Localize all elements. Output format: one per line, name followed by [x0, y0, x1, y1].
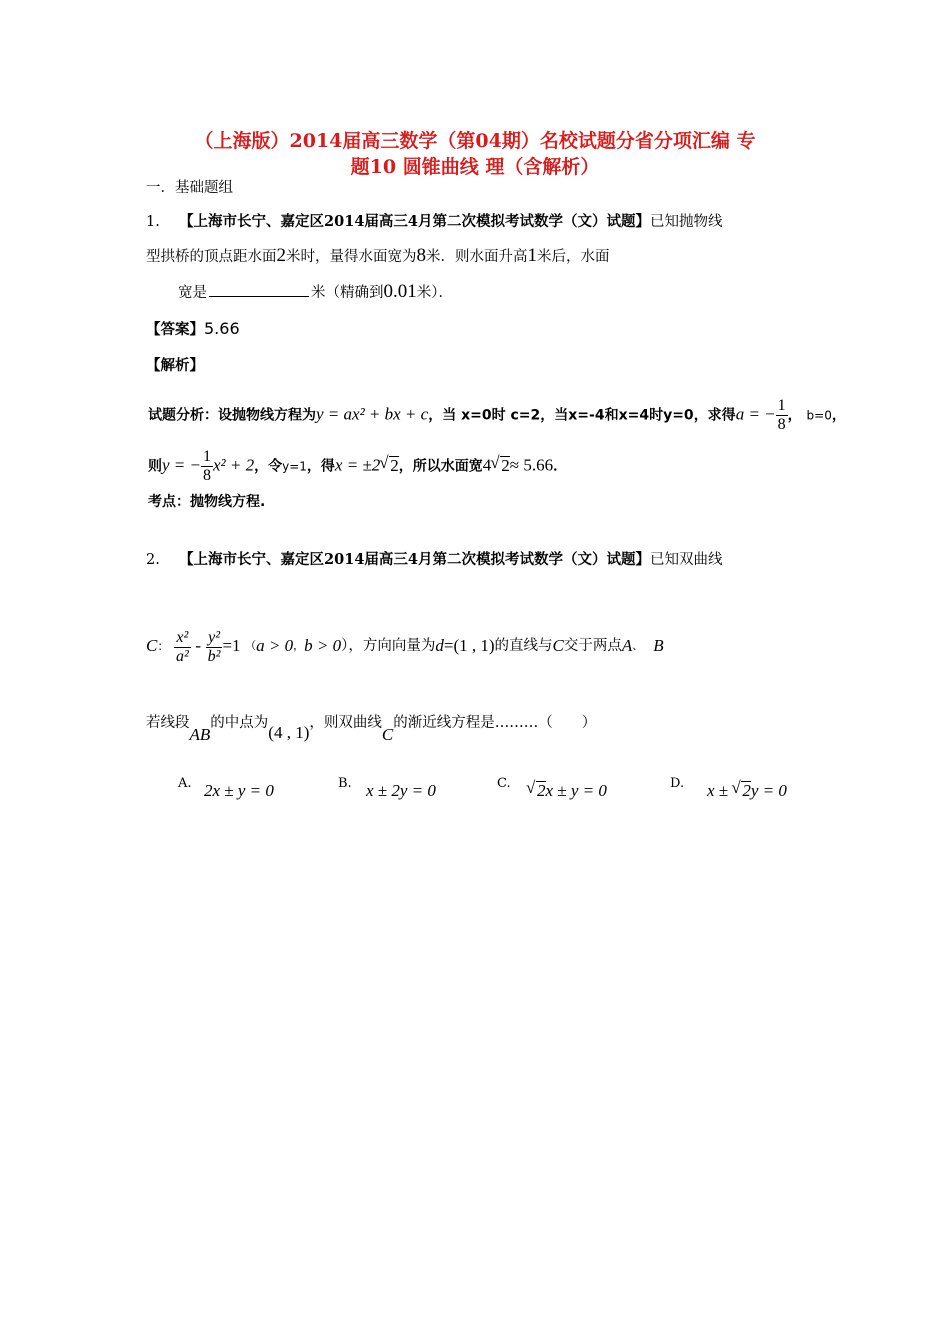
q1-stem-b3: 米．则水面升高 [426, 249, 528, 265]
option-A-label: A. [178, 776, 192, 791]
q1-answer-line [146, 319, 240, 340]
q1-line2 [146, 246, 610, 267]
option-D-pre: x ± [707, 781, 733, 800]
analysis-2a: 则 [148, 458, 162, 475]
frac-y2: y² [206, 629, 223, 648]
vector-d: d [435, 636, 444, 655]
q1-stem-c2: 米（精确到 [311, 285, 384, 301]
frac-b2: b² [207, 647, 221, 665]
q2-text-line: 的直线与 [494, 638, 553, 654]
eq-y-rest: x² + 2 [213, 455, 255, 475]
segment-AB: AB [189, 725, 211, 744]
analysis-1b: ，当 [428, 407, 457, 424]
q1-stem-b2: 米时，量得水面宽为 [286, 249, 417, 265]
analysis-1i: ， [831, 407, 846, 424]
eq-one: =1 [222, 636, 241, 655]
q1-number: 1. [146, 214, 160, 230]
q1-value-rise: 1 [527, 245, 537, 266]
q2-text-asymptote: 的渐近线方程是………（ ） [393, 715, 597, 731]
hyperbola-C: C [146, 636, 158, 655]
q1-value-precision: 0.01 [383, 281, 417, 302]
analysis-1a: 试题分析：设抛物线方程为 [148, 407, 316, 424]
analysis-1c: 时 [491, 407, 506, 424]
section-heading: 一．基础题组 [146, 180, 233, 196]
eq-y: y = − [162, 455, 201, 475]
q1-stem-a: 已知抛物线 [650, 214, 723, 230]
cond-c2: c=2 [510, 407, 541, 424]
q2-text-intersect: 交于两点 [563, 638, 622, 654]
analysis-1f: 时 [649, 407, 664, 424]
q2-line3 [146, 708, 597, 744]
cond-x0: x=0 [461, 407, 492, 424]
q1-stem-b1: 型拱桥的顶点距水面 [146, 249, 277, 265]
option-D-sqrt: √ 2 [741, 781, 751, 799]
frac-den: 8 [203, 467, 211, 484]
frac-num: 1 [203, 448, 211, 465]
analysis-2b: ，令 [254, 458, 283, 475]
separator: 、 [632, 639, 644, 652]
point-B: B [653, 636, 664, 655]
frac-one-eighth [776, 397, 788, 434]
q2-text-hyperbola: ，则双曲线 [309, 715, 382, 731]
q2-text-direction: ），方向向量为 [341, 638, 436, 654]
cond-b0: b=0 [806, 408, 832, 423]
colon: ： [157, 639, 170, 653]
option-C-rest: x ± y = 0 [545, 781, 607, 800]
analysis-1e: 和 [604, 407, 619, 424]
option-B-label: B. [338, 776, 352, 791]
eq-x: x = ±2 [334, 455, 381, 475]
q1-line3 [178, 282, 453, 303]
vector-d-value: =(1 , 1) [443, 636, 495, 655]
frac-den: 8 [777, 416, 786, 433]
comma: ， [293, 639, 305, 652]
eq-a: a = − [735, 404, 776, 424]
cond-y1: y=1 [282, 459, 307, 474]
q2-number: 2. [146, 552, 160, 568]
sqrt-two: √ 2 [389, 456, 399, 474]
q2-line1 [146, 550, 723, 570]
cond-xm4: x=-4 [568, 407, 605, 424]
sqrt-two-2: √ 2 [500, 456, 510, 474]
q2-stem-a: 已知双曲线 [650, 552, 723, 568]
cond-b: b > 0 [304, 636, 342, 655]
kaodian: 考点：抛物线方程. [148, 494, 266, 510]
q2-text-segment: 若线段 [146, 715, 190, 731]
eq-parabola: y = ax² + bx + c [316, 404, 429, 424]
option-C-expr [527, 781, 607, 801]
q1-source: 【上海市长宁、嘉定区2014届高三4月第二次模拟考试数学（文）试题】 [179, 213, 651, 230]
q2-source: 【上海市长宁、嘉定区2014届高三4月第二次模拟考试数学（文）试题】 [179, 551, 651, 568]
q2-line2 [146, 624, 664, 669]
analysis-1d: ，当 [540, 407, 569, 424]
q1-value-height: 2 [276, 245, 286, 266]
q1-stem-c1: 宽是 [178, 285, 207, 301]
doc-title-line2: 题10 圆锥曲线 理（含解析） [350, 156, 600, 178]
midpoint-value: (4 , 1) [268, 723, 310, 742]
answer-label: 【答案】 [146, 322, 204, 338]
frac-x2-a2 [174, 629, 191, 666]
cond-a: a > 0 [256, 636, 294, 655]
q1-stem-c3: 米）． [416, 285, 453, 301]
frac-y2-b2 [206, 629, 223, 666]
option-A-expr: 2x ± y = 0 [204, 781, 274, 800]
analysis-1h: ， [787, 407, 802, 424]
q1-answer-blank [209, 282, 309, 297]
analysis-line1 [148, 397, 846, 434]
frac-a2: a² [175, 647, 189, 665]
width-approx: ≈ 5.66 [509, 455, 554, 475]
doc-title-line1: （上海版）2014届高三数学（第04期）名校试题分省分项汇编 专 [194, 130, 756, 152]
analysis-2c: ，得 [306, 458, 335, 475]
option-D-label: D. [670, 776, 685, 791]
analysis-1g: ，求得 [693, 407, 736, 424]
q1-line1 [146, 212, 723, 232]
lparen: （ [245, 639, 257, 652]
analysis-label: 【解析】 [146, 358, 204, 374]
answer-value: 5.66 [204, 319, 240, 338]
option-C-label: C. [497, 776, 511, 791]
cond-y0: y=0 [663, 407, 694, 424]
hyperbola-C-2: C [552, 636, 564, 655]
analysis-line2 [148, 448, 567, 485]
width-coef: 4 [482, 455, 492, 475]
q2-text-midpoint: 的中点为 [210, 715, 269, 731]
frac-x2: x² [174, 629, 191, 648]
frac-num: 1 [777, 397, 786, 414]
q1-value-width: 8 [416, 245, 426, 266]
frac-one-eighth-2 [201, 448, 213, 485]
cond-x4: x=4 [618, 407, 650, 424]
option-B-expr: x ± 2y = 0 [366, 781, 436, 800]
analysis-2e: ． [553, 458, 568, 475]
q1-stem-b4: 米后，水面 [537, 249, 610, 265]
option-D-expr [707, 781, 787, 801]
point-A: A [621, 636, 633, 655]
minus: - [195, 636, 202, 655]
hyperbola-C-3: C [381, 725, 394, 744]
option-C-sqrt: √ 2 [536, 781, 546, 799]
option-D-rest: y = 0 [750, 781, 787, 800]
analysis-2d: ，所以水面宽 [398, 458, 483, 475]
